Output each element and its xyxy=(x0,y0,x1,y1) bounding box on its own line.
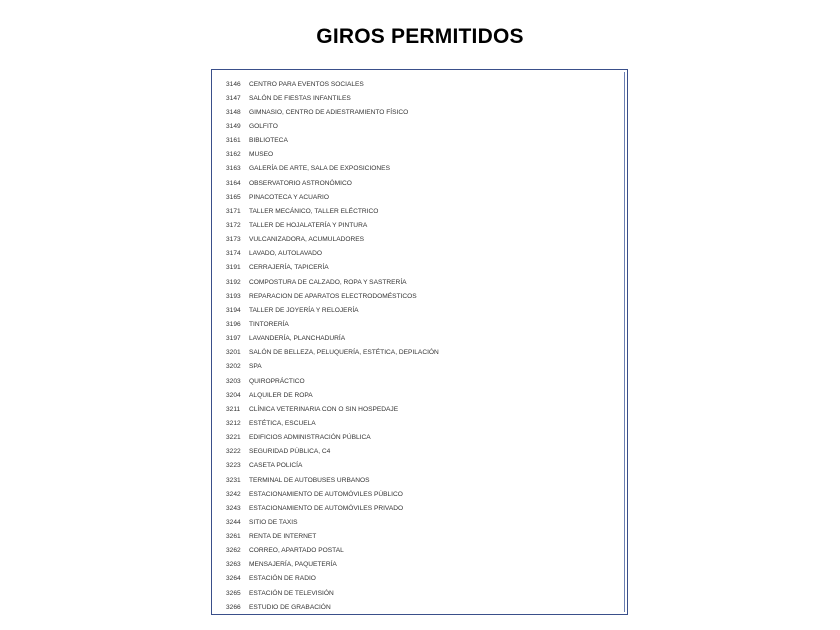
use-code: 3223 xyxy=(226,462,241,470)
use-code: 3242 xyxy=(226,490,241,498)
use-description: ESTACIÓN DE RADIO xyxy=(249,575,316,583)
list-item xyxy=(226,515,617,529)
use-code: 3148 xyxy=(226,108,241,116)
use-description: EDIFICIOS ADMINISTRACIÓN PÚBLICA xyxy=(249,434,371,442)
list-item xyxy=(226,303,617,317)
use-description: TALLER DE HOJALATERÍA Y PINTURA xyxy=(249,221,368,229)
list-item xyxy=(226,416,617,430)
list-item xyxy=(226,388,617,402)
list-item xyxy=(226,91,617,105)
list-item xyxy=(226,558,617,572)
list-item xyxy=(226,374,617,388)
use-description: REPARACION DE APARATOS ELECTRODOMÉSTICOS xyxy=(249,292,417,300)
use-description: PINACOTECA Y ACUARIO xyxy=(249,193,330,201)
list-item xyxy=(226,317,617,331)
use-code: 3261 xyxy=(226,533,241,541)
use-description: ESTACIONAMIENTO DE AUTOMÓVILES PRIVADO xyxy=(249,504,404,512)
list-item xyxy=(226,233,617,247)
use-code: 3265 xyxy=(226,589,241,597)
list-item xyxy=(226,105,617,119)
use-code: 3202 xyxy=(226,363,241,371)
use-description: CERRAJERÍA, TAPICERÍA xyxy=(249,264,329,272)
list-item xyxy=(226,459,617,473)
use-code: 3201 xyxy=(226,349,241,357)
use-description: ESTACIONAMIENTO DE AUTOMÓVILES PÚBLICO xyxy=(249,490,403,498)
list-item xyxy=(226,162,617,176)
list-item xyxy=(226,586,617,600)
use-code: 3222 xyxy=(226,448,241,456)
list-item xyxy=(226,360,617,374)
use-description: ESTUDIO DE GRABACIÓN xyxy=(249,603,331,611)
use-code: 3171 xyxy=(226,207,241,215)
list-item xyxy=(226,572,617,586)
use-description: SALÓN DE BELLEZA, PELUQUERÍA, ESTÉTICA, DEPILACIÓN xyxy=(249,349,439,357)
page-title: GIROS PERMITIDOS xyxy=(316,25,524,48)
use-code: 3204 xyxy=(226,391,241,399)
list-item xyxy=(226,501,617,515)
list-item xyxy=(226,190,617,204)
use-code: 3192 xyxy=(226,278,241,286)
use-code: 3193 xyxy=(226,292,241,300)
list-item xyxy=(226,402,617,416)
use-code: 3212 xyxy=(226,419,241,427)
use-description: GALERÍA DE ARTE, SALA DE EXPOSICIONES xyxy=(249,165,390,173)
use-description: BIBLIOTECA xyxy=(249,137,288,145)
use-description: OBSERVATORIO ASTRONÓMICO xyxy=(249,179,352,187)
list-item xyxy=(226,204,617,218)
list-item xyxy=(226,77,617,91)
list-item xyxy=(226,346,617,360)
use-code: 3196 xyxy=(226,320,241,328)
list-item xyxy=(226,445,617,459)
list-item xyxy=(226,487,617,501)
list-item xyxy=(226,218,617,232)
use-code: 3146 xyxy=(226,80,241,88)
use-description: COMPOSTURA DE CALZADO, ROPA Y SASTRERÍA xyxy=(249,278,407,286)
list-item xyxy=(226,544,617,558)
list-item xyxy=(226,148,617,162)
use-code: 3165 xyxy=(226,193,241,201)
list-item xyxy=(226,176,617,190)
use-description: SALÓN DE FIESTAS INFANTILES xyxy=(249,94,351,102)
list-item xyxy=(226,431,617,445)
use-code: 3197 xyxy=(226,335,241,343)
use-code: 3266 xyxy=(226,603,241,611)
use-code: 3163 xyxy=(226,165,241,173)
use-description: ESTÉTICA, ESCUELA xyxy=(249,419,316,427)
use-code: 3191 xyxy=(226,264,241,272)
use-code: 3161 xyxy=(226,137,241,145)
use-description: RENTA DE INTERNET xyxy=(249,533,317,541)
use-code: 3263 xyxy=(226,561,241,569)
list-item xyxy=(226,275,617,289)
use-description: TINTORERÍA xyxy=(249,320,289,328)
permitted-uses-list xyxy=(226,77,617,614)
use-description: LAVANDERÍA, PLANCHADURÍA xyxy=(249,335,346,343)
use-code: 3194 xyxy=(226,306,241,314)
list-item xyxy=(226,600,617,614)
use-code: 3264 xyxy=(226,575,241,583)
use-code: 3221 xyxy=(226,434,241,442)
use-description: GOLFITO xyxy=(249,122,278,130)
use-description: CASETA POLICÍA xyxy=(249,462,303,470)
use-description: SITIO DE TAXIS xyxy=(249,518,298,526)
use-description: MENSAJERÍA, PAQUETERÍA xyxy=(249,561,337,569)
use-code: 3203 xyxy=(226,377,241,385)
use-description: CENTRO PARA EVENTOS SOCIALES xyxy=(249,80,364,88)
list-item xyxy=(226,119,617,133)
use-description: MUSEO xyxy=(249,151,274,159)
use-code: 3164 xyxy=(226,179,241,187)
use-description: SPA xyxy=(249,363,262,371)
use-description: TERMINAL DE AUTOBUSES URBANOS xyxy=(249,476,370,484)
use-code: 3149 xyxy=(226,122,241,130)
use-description: SEGURIDAD PÚBLICA, C4 xyxy=(249,448,331,456)
use-code: 3147 xyxy=(226,94,241,102)
use-description: CLÍNICA VETERINARIA CON O SIN HOSPEDAJE xyxy=(249,405,399,413)
use-code: 3211 xyxy=(226,405,241,413)
use-code: 3174 xyxy=(226,250,241,258)
use-description: CORREO, APARTADO POSTAL xyxy=(249,547,344,555)
list-item xyxy=(226,247,617,261)
use-description: TALLER DE JOYERÍA Y RELOJERÍA xyxy=(249,306,359,314)
use-code: 3162 xyxy=(226,151,241,159)
use-code: 3243 xyxy=(226,504,241,512)
permitted-uses-document xyxy=(211,69,628,615)
use-description: GIMNASIO, CENTRO DE ADIESTRAMIENTO FÍSICO xyxy=(249,108,409,116)
use-description: TALLER MECÁNICO, TALLER ELÉCTRICO xyxy=(249,207,379,215)
use-code: 3172 xyxy=(226,221,241,229)
use-code: 3173 xyxy=(226,236,241,244)
use-description: VULCANIZADORA, ACUMULADORES xyxy=(249,236,365,244)
use-description: ALQUILER DE ROPA xyxy=(249,391,313,399)
use-code: 3262 xyxy=(226,547,241,555)
list-item xyxy=(226,530,617,544)
use-code: 3231 xyxy=(226,476,241,484)
use-code: 3244 xyxy=(226,518,241,526)
list-item xyxy=(226,473,617,487)
list-item xyxy=(226,289,617,303)
use-description: QUIROPRÁCTICO xyxy=(249,377,305,385)
list-item xyxy=(226,134,617,148)
use-description: LAVADO, AUTOLAVADO xyxy=(249,250,323,258)
use-description: ESTACIÓN DE TELEVISIÓN xyxy=(249,589,334,597)
list-item xyxy=(226,332,617,346)
list-item xyxy=(226,261,617,275)
